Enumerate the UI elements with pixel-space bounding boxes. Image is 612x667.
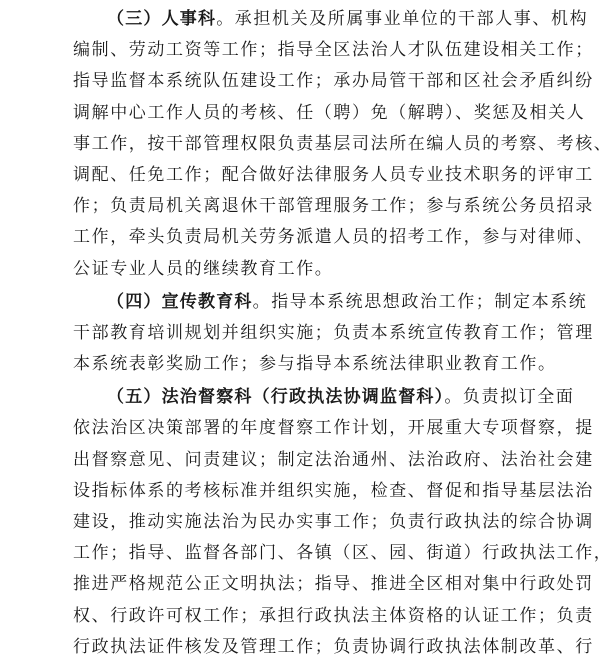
paragraph-line: 指导监督本系统队伍建设工作；承办局管干部和区社会矛盾纠纷: [73, 71, 594, 92]
paragraph-text: 。指导本系统思想政治工作；制定本系统: [252, 291, 588, 312]
paragraph-line: 依法治区决策部署的年度督察工作计划，开展重大专项督察，提: [73, 418, 594, 439]
paragraph-publicity-education-section: [73, 287, 594, 381]
section-heading: （五）法治督察科（行政执法协调监督科）: [107, 387, 445, 408]
paragraph-line: 调配、任免工作；配合做好法律服务人员专业技术职务的评审工: [73, 164, 594, 185]
paragraph-line: 出督察意见、问责建议；制定法治通州、法治政府、法治社会建: [73, 449, 594, 470]
paragraph-line: 建设，推动实施法治为民办实事工作；负责行政执法的综合协调: [73, 512, 594, 532]
paragraph-rule-of-law-supervision-section: [73, 382, 612, 663]
paragraph-line: 作；负责局机关离退休干部管理服务工作；参与系统公务员招录: [73, 196, 594, 217]
paragraph-line: 设指标体系的考核标准并组织实施，检查、督促和指导基层法治: [73, 480, 594, 501]
section-heading: （三）人事科: [107, 9, 217, 29]
paragraph-personnel-section: [73, 4, 612, 285]
paragraph-line: 事工作，按干部管理权限负责基层司法所在编人员的考察、考核、: [73, 133, 612, 154]
section-heading: （四）宣传教育科: [107, 291, 253, 312]
paragraph-first-line: [73, 382, 575, 413]
paragraph-line: 推进严格规范公正文明执法；指导、推进全区相对集中行政处罚: [73, 574, 594, 595]
paragraph-first-line: [73, 287, 588, 318]
paragraph-first-line: [73, 4, 589, 35]
paragraph-line: 行政执法证件核发及管理工作；负责协调行政执法体制改革、行: [73, 636, 594, 657]
paragraph-line: 公证专业人员的继续教育工作。: [73, 258, 334, 279]
paragraph-line: 调解中心工作人员的考核、任（聘）免（解聘）、奖惩及相关人: [73, 102, 586, 123]
paragraph-line: 工作；指导、监督各部门、各镇（区、园、街道）行政执法工作，: [73, 543, 612, 564]
paragraph-line: 干部教育培训规划并组织实施；负责本系统宣传教育工作；管理: [73, 322, 594, 343]
paragraph-line: 本系统表彰奖励工作；参与指导本系统法律职业教育工作。: [73, 354, 557, 375]
paragraph-line: 权、行政许可权工作；承担行政执法主体资格的认证工作；负责: [73, 605, 594, 626]
paragraph-text: 。负责拟订全面: [444, 387, 575, 408]
paragraph-line: 工作，牵头负责局机关劳务派遣人员的招考工作，参与对律师、: [73, 227, 594, 248]
paragraph-line: 编制、劳动工资等工作；指导全区法治人才队伍建设相关工作；: [73, 40, 594, 61]
paragraph-text: 。承担机关及所属事业单位的干部人事、机构: [216, 9, 589, 29]
